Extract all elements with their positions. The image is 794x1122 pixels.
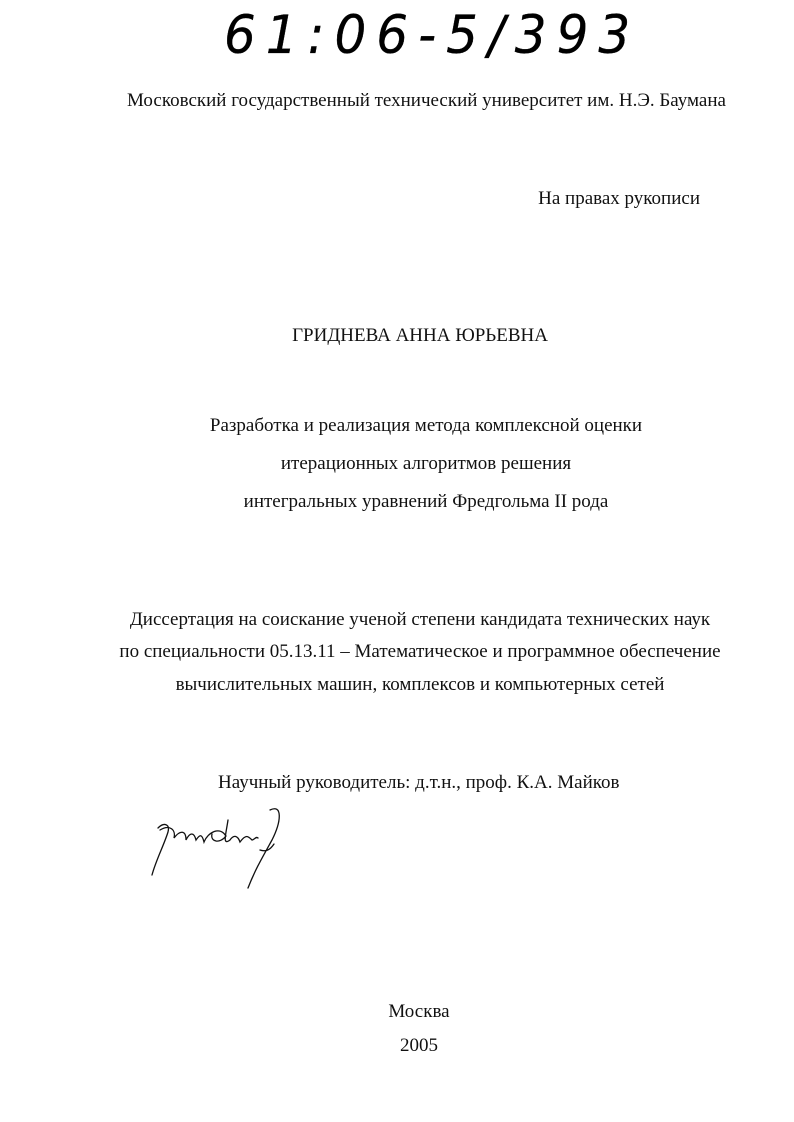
author-name: ГРИДНЕВА АННА ЮРЬЕВНА bbox=[292, 325, 548, 346]
title-line-1: Разработка и реализация метода комплексной оценки bbox=[209, 415, 643, 436]
handwritten-archive-code: 61:06-5/393 bbox=[224, 4, 641, 66]
supervisor: Научный руководитель: д.т.н., проф. К.А. Майков bbox=[218, 772, 620, 793]
dissertation-line-2: по специальности 05.13.11 – Математическое и программное обеспечение bbox=[119, 641, 721, 662]
dissertation-line-1: Диссертация на соискание ученой степени кандидата технических наук bbox=[129, 609, 711, 630]
year: 2005 bbox=[400, 1035, 438, 1056]
handwritten-signature bbox=[130, 800, 310, 900]
city: Москва bbox=[388, 1001, 450, 1022]
manuscript-rights-note: На правах рукописи bbox=[538, 188, 700, 209]
title-line-2: итерационных алгоритмов решения bbox=[280, 453, 572, 474]
title-line-3: интегральных уравнений Фредгольма II рода bbox=[243, 491, 609, 512]
university-name: Московский государственный технический университет им. Н.Э. Баумана bbox=[127, 90, 726, 111]
dissertation-line-3: вычислительных машин, комплексов и компьютерных сетей bbox=[175, 674, 665, 695]
